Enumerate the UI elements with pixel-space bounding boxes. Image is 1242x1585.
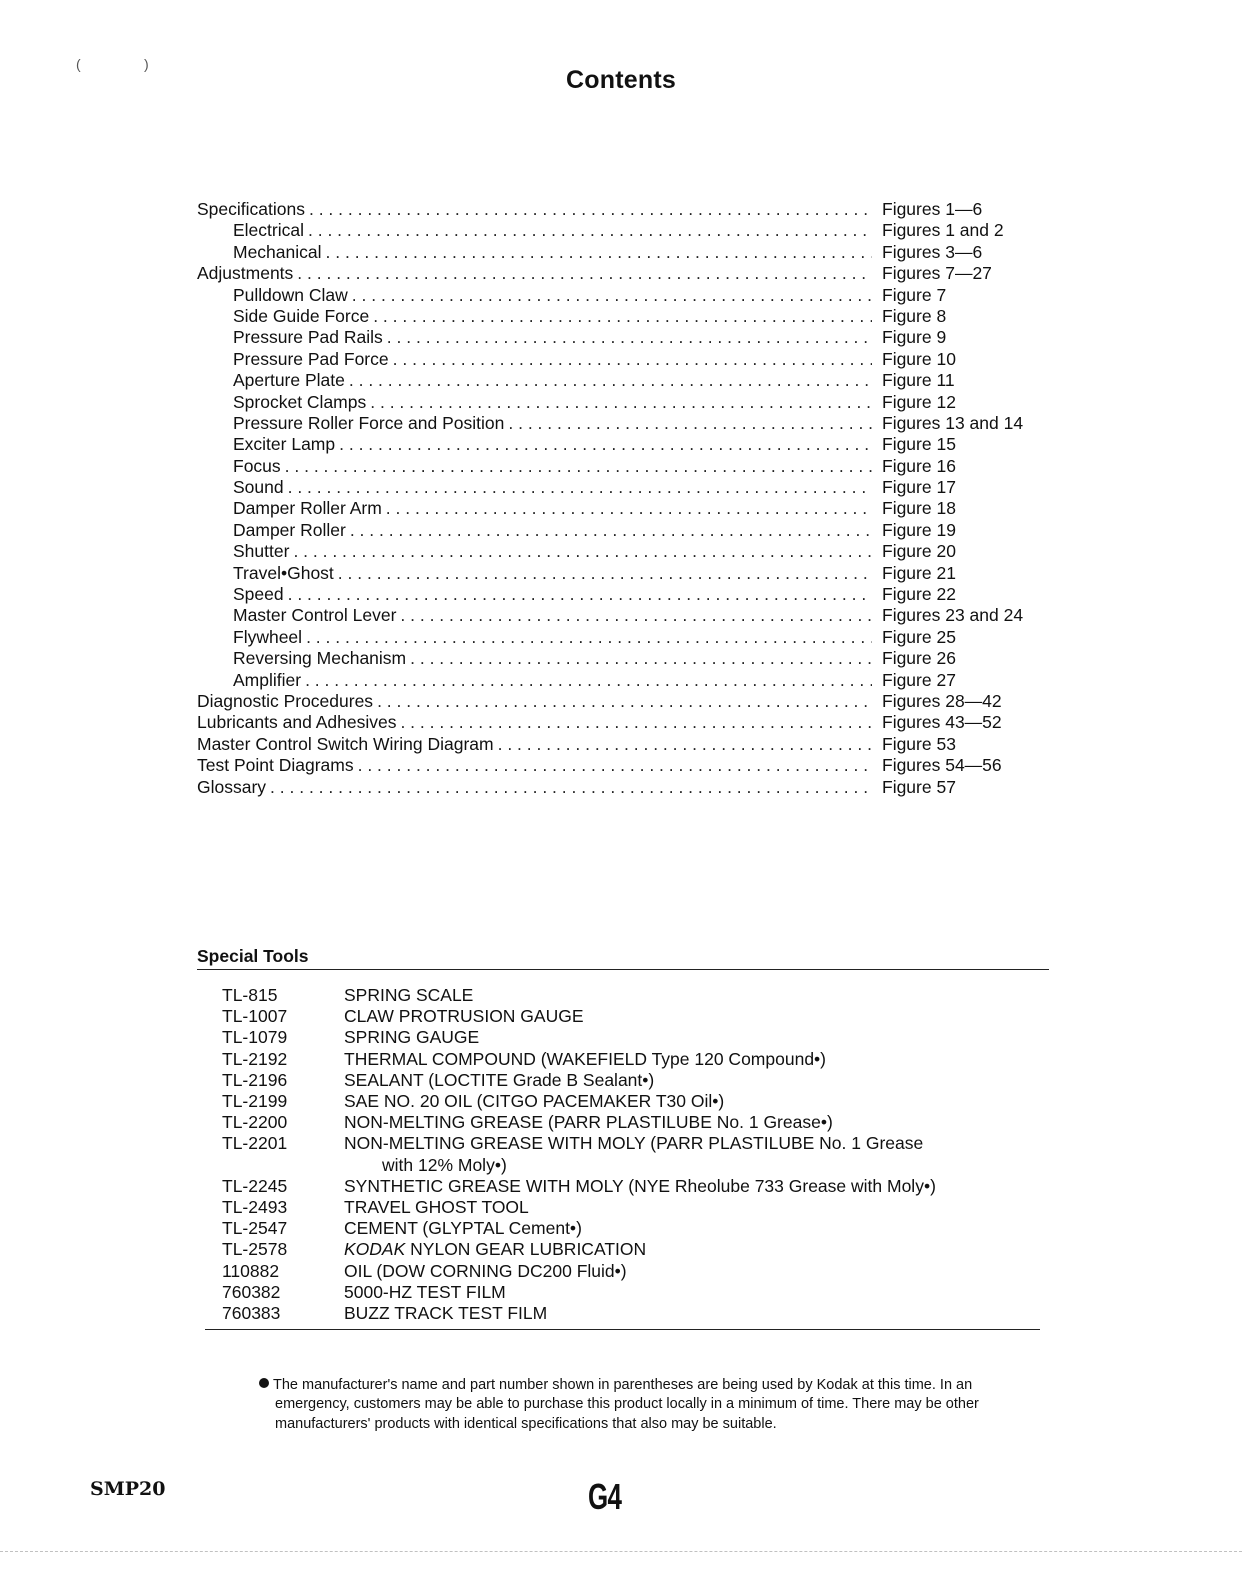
- dot-leader: [305, 670, 872, 691]
- toc-figure-ref: Figures 28—42: [882, 690, 1002, 711]
- toc-label: Sound: [233, 477, 284, 498]
- dot-leader: [387, 327, 872, 348]
- tool-number: TL-2200: [222, 1112, 288, 1133]
- tool-row: [222, 1197, 1022, 1218]
- toc-label: Amplifier: [233, 669, 302, 690]
- toc-entry: [197, 520, 1057, 541]
- toc-label: Damper Roller Arm: [233, 498, 382, 519]
- toc-label: Diagnostic Procedures: [197, 690, 374, 711]
- toc-label: Mechanical: [233, 241, 322, 262]
- toc-figure-ref: Figure 17: [882, 477, 956, 498]
- dot-leader: [352, 285, 872, 306]
- dot-leader: [285, 456, 872, 477]
- toc-entry: [197, 755, 1057, 776]
- toc-entry: [197, 712, 1057, 733]
- toc-figure-ref: Figure 8: [882, 305, 947, 326]
- scan-edge: [0, 1551, 1242, 1552]
- toc-label: Test Point Diagrams: [197, 755, 354, 776]
- dot-leader: [326, 242, 872, 263]
- tool-description: SEALANT (LOCTITE Grade B Sealant•): [344, 1069, 655, 1090]
- dot-leader: [508, 413, 872, 434]
- dot-leader: [288, 477, 872, 498]
- dot-leader: [288, 584, 872, 605]
- dot-leader: [308, 220, 872, 241]
- toc-label: Exciter Lamp: [233, 434, 336, 455]
- toc-label: Pressure Roller Force and Position: [233, 412, 505, 433]
- tool-description-continuation: with 12% Moly•): [382, 1154, 507, 1175]
- dot-leader: [498, 734, 872, 755]
- toc-entry: [197, 220, 1057, 241]
- toc-entry: [197, 327, 1057, 348]
- toc-figure-ref: Figure 9: [882, 327, 947, 348]
- toc-label: Master Control Lever: [233, 605, 397, 626]
- toc-entry: [197, 498, 1057, 519]
- toc-label: Pulldown Claw: [233, 284, 348, 305]
- toc-figure-ref: Figures 1—6: [882, 199, 983, 219]
- special-tools-heading: Special Tools: [197, 946, 309, 966]
- toc-label: Electrical: [233, 220, 304, 241]
- tool-description-cell: [344, 1091, 1022, 1112]
- tool-description-cell: [344, 1049, 1022, 1070]
- dot-leader: [393, 349, 872, 370]
- toc-label: Aperture Plate: [233, 370, 345, 391]
- tool-description: SPRING SCALE: [344, 985, 474, 1005]
- tool-description: SAE NO. 20 OIL (CITGO PACEMAKER T30 Oil•): [344, 1091, 725, 1112]
- tool-row: [222, 1176, 1022, 1197]
- tool-description-cell: [344, 1303, 1022, 1324]
- tool-description: BUZZ TRACK TEST FILM: [344, 1303, 548, 1324]
- tool-row: [222, 1006, 1022, 1027]
- toc-label: Glossary: [197, 776, 267, 797]
- dot-leader: [349, 370, 872, 391]
- tool-row: [222, 1091, 1022, 1112]
- tool-number: 760382: [222, 1281, 281, 1302]
- dot-leader: [358, 755, 872, 776]
- toc-figure-ref: Figure 57: [882, 776, 956, 797]
- tool-description-cell: [344, 1197, 1022, 1218]
- brand-name: KODAK: [344, 1239, 406, 1260]
- tool-description-cell: [344, 985, 1022, 1006]
- tool-description: TRAVEL GHOST TOOL: [344, 1197, 529, 1218]
- toc-label: Adjustments: [197, 263, 294, 284]
- toc-entry: [197, 477, 1057, 498]
- tool-description-cell: [344, 1027, 1022, 1048]
- tool-number: TL-2192: [222, 1048, 288, 1069]
- toc-figure-ref: Figure 11: [882, 370, 955, 391]
- toc-figure-ref: Figures 7—27: [882, 263, 992, 284]
- toc-entry: [197, 349, 1057, 370]
- toc-label: Pressure Pad Force: [233, 348, 389, 369]
- tool-number: TL-1007: [222, 1006, 288, 1027]
- dot-leader: [293, 541, 872, 562]
- toc-entry: [197, 456, 1057, 477]
- tool-row: [222, 1112, 1022, 1133]
- tool-description: NYLON GEAR LUBRICATION: [410, 1239, 647, 1260]
- toc-label: Focus: [233, 455, 281, 476]
- toc-label: Side Guide Force: [233, 305, 370, 326]
- toc-label: Shutter: [233, 541, 290, 562]
- dot-leader: [373, 306, 872, 327]
- toc-entry: [197, 584, 1057, 605]
- tool-row: [222, 1261, 1022, 1282]
- toc-entry: [197, 734, 1057, 755]
- toc-entry: [197, 370, 1057, 391]
- tool-number: TL-2245: [222, 1175, 288, 1196]
- dot-leader: [370, 392, 872, 413]
- toc-figure-ref: Figure 27: [882, 669, 956, 690]
- tool-row: [222, 1218, 1022, 1239]
- tool-description-cell: [344, 1176, 1022, 1197]
- divider: [205, 1329, 1040, 1330]
- tool-number: 110882: [222, 1260, 280, 1281]
- tool-number: TL-2547: [222, 1218, 288, 1239]
- tool-row: [222, 1239, 1022, 1260]
- tool-description-cell: [344, 1261, 1022, 1282]
- toc-entry: [197, 777, 1057, 798]
- dot-leader: [400, 712, 872, 733]
- tool-description: SPRING GAUGE: [344, 1027, 480, 1048]
- toc-entry: [197, 691, 1057, 712]
- tool-description-cell: [344, 1070, 1022, 1091]
- tool-number: TL-2578: [222, 1239, 288, 1260]
- dot-leader: [309, 199, 872, 220]
- toc-figure-ref: Figures 1 and 2: [882, 220, 1004, 241]
- divider: [197, 969, 1049, 970]
- toc-figure-ref: Figure 19: [882, 519, 956, 540]
- toc-entry: [197, 648, 1057, 669]
- tool-description-cell: [344, 1133, 1022, 1175]
- tool-description: NON-MELTING GREASE (PARR PLASTILUBE No. 1 Grease•): [344, 1112, 833, 1133]
- dot-leader: [386, 498, 872, 519]
- tool-description-cell: [344, 1218, 1022, 1239]
- tool-row: [222, 985, 1022, 1006]
- toc-label: Reversing Mechanism: [233, 648, 407, 669]
- tool-description-cell: [344, 1282, 1022, 1303]
- tool-number: TL-2493: [222, 1197, 288, 1218]
- toc-entry: [197, 263, 1057, 284]
- tool-description: CLAW PROTRUSION GAUGE: [344, 1006, 584, 1027]
- toc-figure-ref: Figure 25: [882, 626, 956, 647]
- toc-label: Damper Roller: [233, 519, 346, 540]
- tool-description: THERMAL COMPOUND (WAKEFIELD Type 120 Compound•): [344, 1048, 827, 1069]
- toc-label: Lubricants and Adhesives: [197, 712, 397, 733]
- toc-entry: [197, 392, 1057, 413]
- toc-entry: [197, 242, 1057, 263]
- table-of-contents: [197, 199, 1057, 798]
- tool-number: TL-815: [222, 985, 278, 1005]
- tool-description: CEMENT (GLYPTAL Cement•): [344, 1218, 582, 1239]
- scan-mark: ): [144, 56, 149, 72]
- tool-description: OIL (DOW CORNING DC200 Fluid•): [344, 1260, 627, 1281]
- dot-leader: [306, 627, 872, 648]
- special-tools-list: [222, 985, 1022, 1324]
- toc-figure-ref: Figure 22: [882, 584, 956, 605]
- toc-entry: [197, 306, 1057, 327]
- dot-leader: [400, 605, 872, 626]
- dot-leader: [339, 434, 872, 455]
- tool-row: [222, 1303, 1022, 1324]
- tool-row: [222, 1133, 1022, 1175]
- toc-figure-ref: Figure 10: [882, 348, 956, 369]
- dot-leader: [338, 563, 872, 584]
- footnote-text: The manufacturer's name and part number shown in parentheses are being used by Kodak at this time. In an emergency, customers may be able to purchase this product locally in a minimum of time. There may be other manufacturers' products with identical specifications that also may be suitable.: [273, 1377, 979, 1432]
- toc-figure-ref: Figure 18: [882, 498, 956, 519]
- dot-leader: [270, 777, 872, 798]
- toc-label: Flywheel: [233, 626, 303, 647]
- toc-figure-ref: Figures 54—56: [882, 755, 1002, 776]
- tool-row: [222, 1282, 1022, 1303]
- toc-entry: [197, 605, 1057, 626]
- toc-label: Master Control Switch Wiring Diagram: [197, 733, 494, 754]
- toc-entry: [197, 434, 1057, 455]
- tool-description: SYNTHETIC GREASE WITH MOLY (NYE Rheolube 733 Grease with Moly•): [344, 1175, 936, 1196]
- toc-figure-ref: Figures 23 and 24: [882, 605, 1024, 626]
- dot-leader: [410, 648, 872, 669]
- toc-figure-ref: Figure 12: [882, 391, 956, 412]
- tool-description-cell: [344, 1239, 1022, 1260]
- toc-entry: [197, 627, 1057, 648]
- dot-leader: [350, 520, 872, 541]
- tool-description: 5000-HZ TEST FILM: [344, 1281, 506, 1302]
- toc-figure-ref: Figure 15: [882, 434, 956, 455]
- scan-mark: (: [76, 56, 81, 72]
- toc-figure-ref: Figure 16: [882, 455, 956, 476]
- toc-figure-ref: Figures 13 and 14: [882, 412, 1024, 433]
- dot-leader: [297, 263, 872, 284]
- toc-label: Sprocket Clamps: [233, 391, 367, 412]
- dot-leader: [377, 691, 872, 712]
- tool-number: 760383: [222, 1303, 281, 1324]
- tool-number: TL-1079: [222, 1027, 288, 1048]
- toc-label: Travel•Ghost: [233, 562, 334, 583]
- page-number: G4: [588, 1476, 622, 1517]
- tool-number: TL-2201: [222, 1133, 288, 1154]
- tool-row: [222, 1027, 1022, 1048]
- bullet-icon: [259, 1378, 269, 1388]
- tool-number: TL-2199: [222, 1091, 288, 1112]
- document-code: SMP20: [90, 1478, 166, 1500]
- toc-label: Specifications: [197, 199, 305, 219]
- toc-entry: [197, 541, 1057, 562]
- toc-label: Speed: [233, 584, 284, 605]
- toc-figure-ref: Figures 43—52: [882, 712, 1002, 733]
- toc-entry: [197, 285, 1057, 306]
- toc-figure-ref: Figure 26: [882, 648, 956, 669]
- tool-description-cell: [344, 1112, 1022, 1133]
- tool-number: TL-2196: [222, 1069, 288, 1090]
- toc-label: Pressure Pad Rails: [233, 327, 383, 348]
- toc-figure-ref: Figures 3—6: [882, 241, 983, 262]
- page-title: Contents: [566, 66, 676, 94]
- toc-entry: [197, 199, 1057, 220]
- toc-figure-ref: Figure 53: [882, 733, 956, 754]
- footnote: [275, 1376, 995, 1434]
- tool-description: NON-MELTING GREASE WITH MOLY (PARR PLASTILUBE No. 1 Grease: [344, 1133, 924, 1154]
- toc-entry: [197, 563, 1057, 584]
- tool-row: [222, 1049, 1022, 1070]
- toc-figure-ref: Figure 20: [882, 541, 956, 562]
- toc-figure-ref: Figure 7: [882, 284, 947, 305]
- toc-entry: [197, 670, 1057, 691]
- tool-description-cell: [344, 1006, 1022, 1027]
- tool-row: [222, 1070, 1022, 1091]
- toc-figure-ref: Figure 21: [882, 562, 956, 583]
- toc-entry: [197, 413, 1057, 434]
